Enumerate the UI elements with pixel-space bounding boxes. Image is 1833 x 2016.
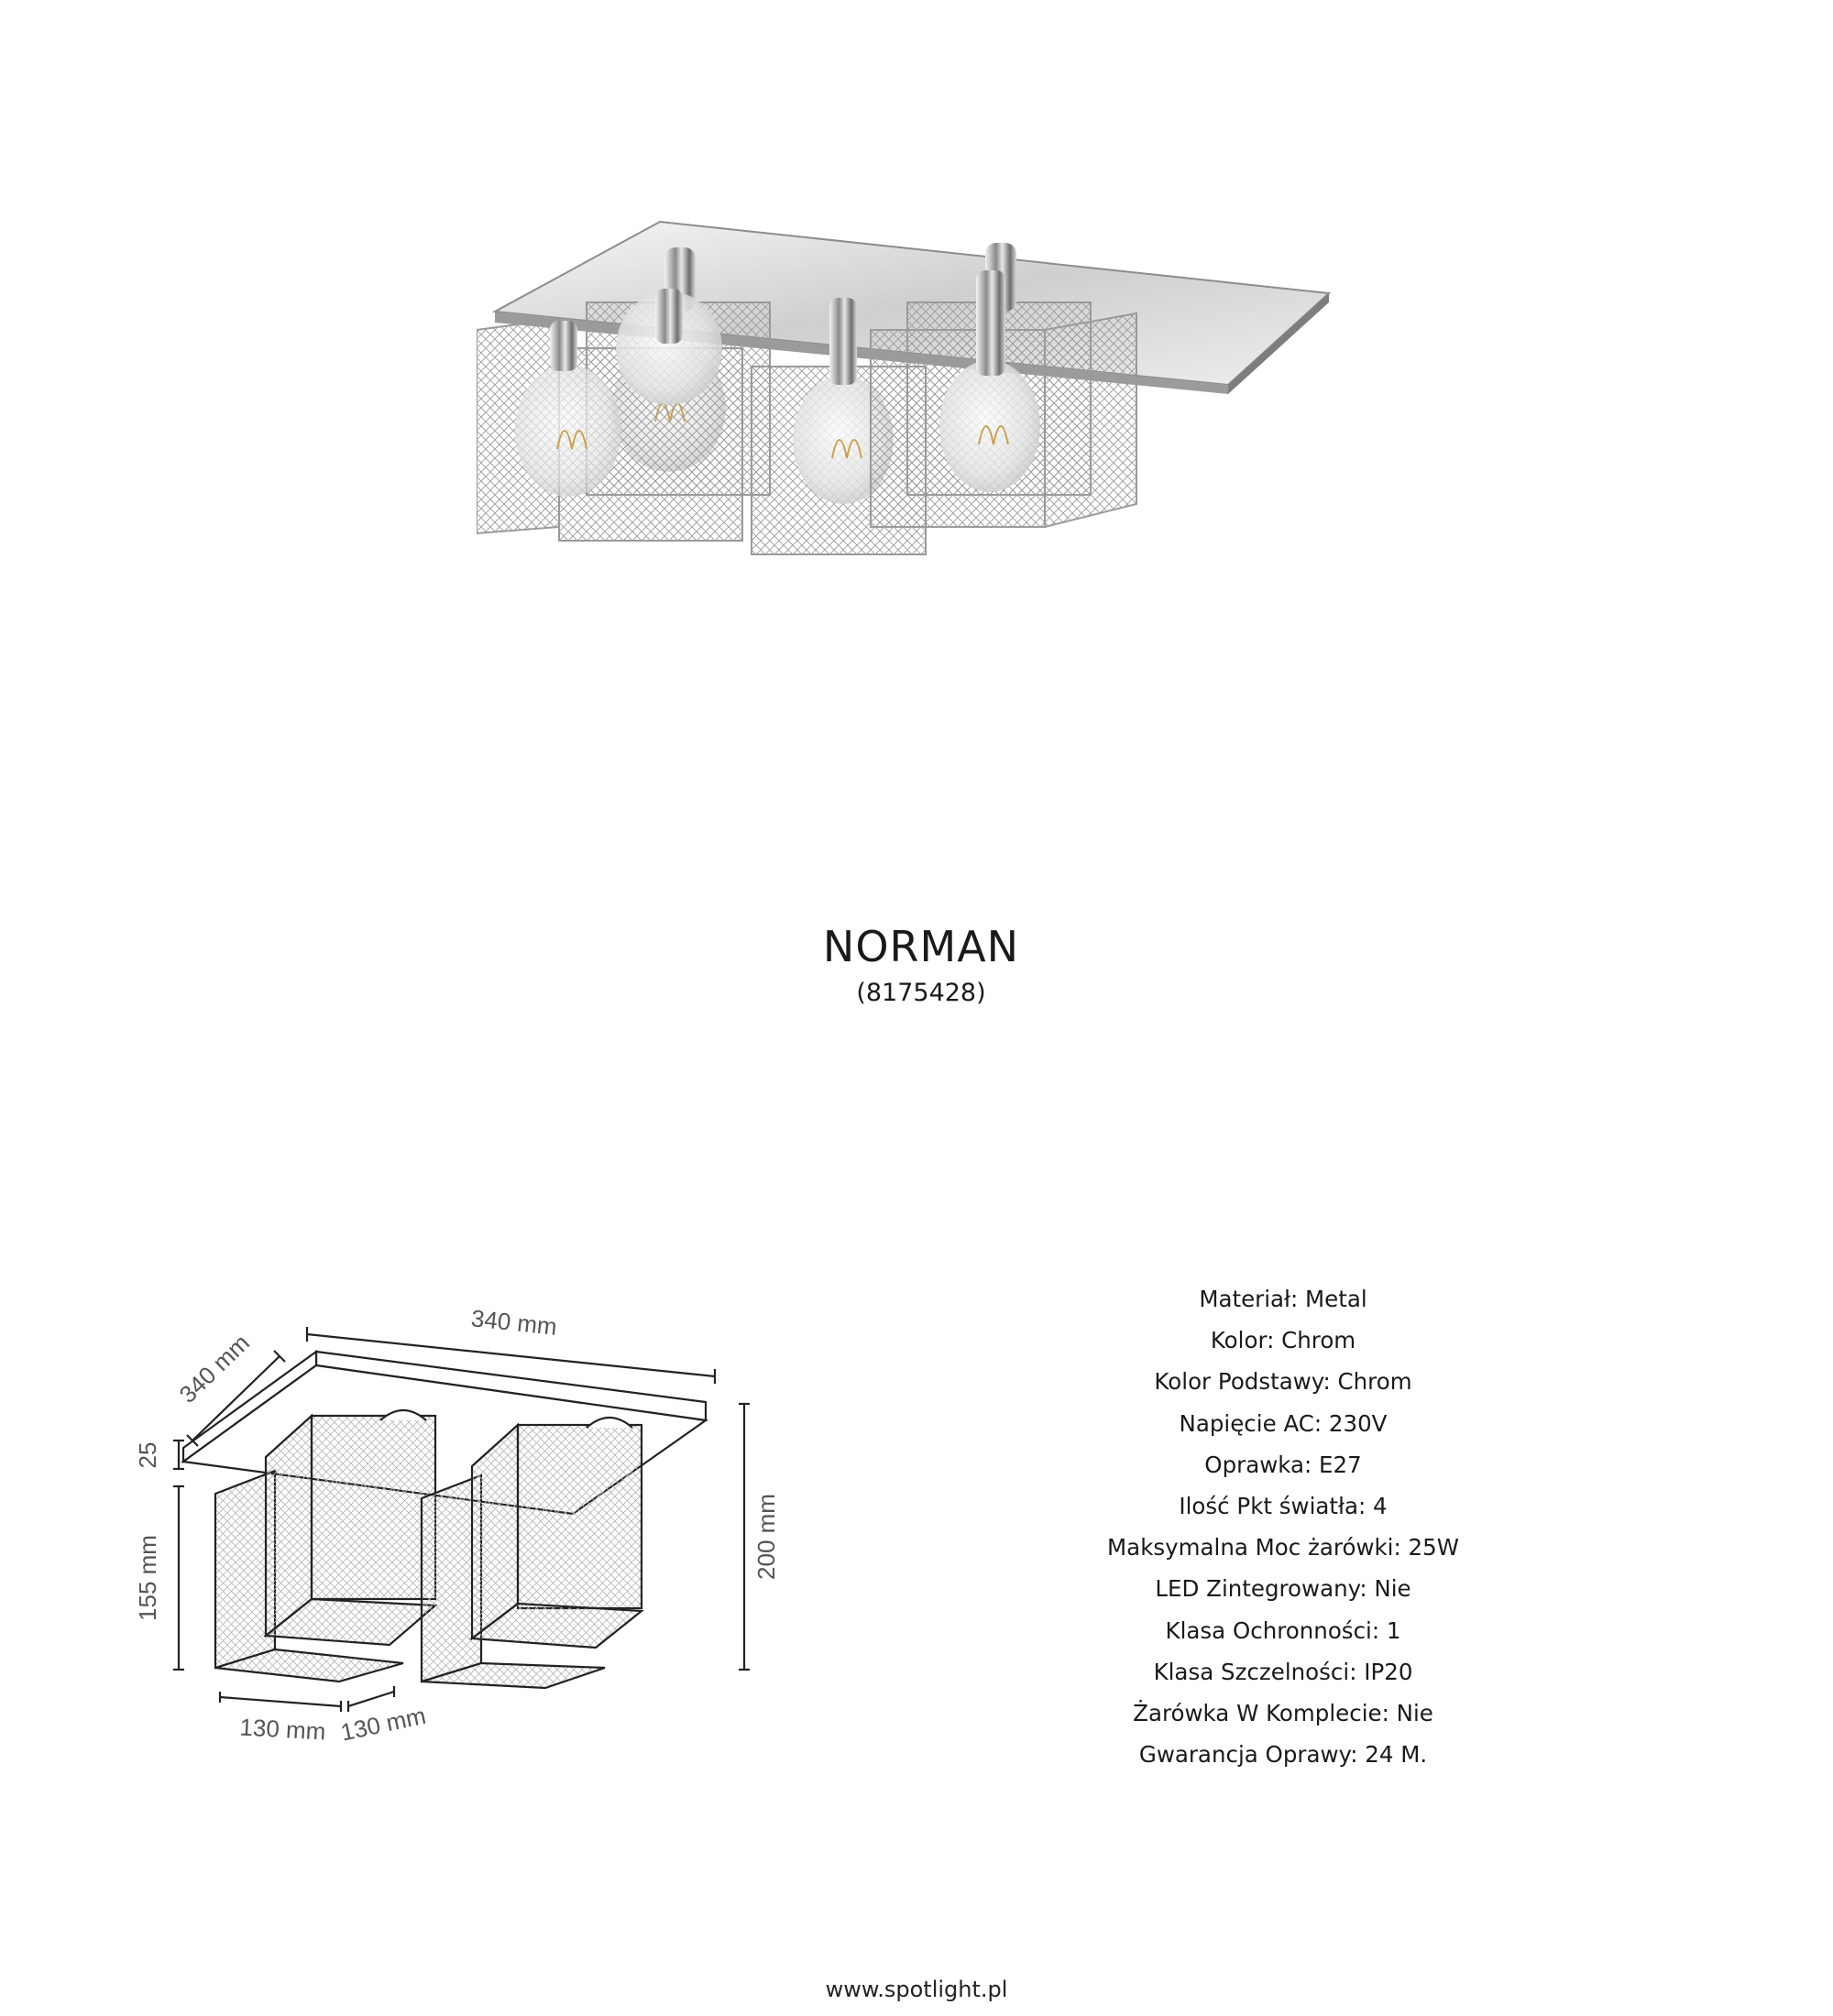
product-header <box>0 922 1833 1007</box>
spec-voltage: Napięcie AC: 230V <box>1179 1409 1388 1437</box>
spec-warranty: Gwarancja Oprawy: 24 M. <box>1138 1741 1428 1769</box>
product-photo <box>477 211 1356 724</box>
spec-color: Kolor: Chrom <box>1210 1327 1356 1354</box>
spec-list <box>1008 1278 1558 1775</box>
spec-base-color: Kolor Podstawy: Chrom <box>1154 1368 1412 1396</box>
spec-led-integrated: LED Zintegrowany: Nie <box>1155 1575 1411 1603</box>
spec-max-power: Maksymalna Moc żarówki: 25W <box>1107 1534 1459 1561</box>
dim-shade-width-label-1: 130 mm <box>238 1713 327 1746</box>
spec-bulb-included: Żarówka W Komplecie: Nie <box>1133 1699 1433 1726</box>
spec-light-points: Ilość Pkt światła: 4 <box>1179 1492 1388 1519</box>
dim-base-height-label: 25 <box>134 1441 161 1469</box>
dimension-diagram <box>128 1274 807 1750</box>
dim-depth-label: 340 mm <box>173 1329 255 1408</box>
spec-protection-class: Klasa Ochronności: 1 <box>1165 1616 1401 1644</box>
dim-shade-height-label: 155 mm <box>134 1535 161 1621</box>
dim-width-label: 340 mm <box>469 1304 559 1341</box>
spec-socket: Oprawka: E27 <box>1204 1451 1362 1478</box>
dim-shade-width-label-2: 130 mm <box>338 1701 429 1747</box>
footer-website[interactable]: www.spotlight.pl <box>825 1977 1008 2002</box>
product-code: (8175428) <box>856 979 986 1007</box>
spec-material: Materiał: Metal <box>1199 1286 1367 1312</box>
spec-ip-rating: Klasa Szczelności: IP20 <box>1153 1658 1413 1685</box>
product-name: NORMAN <box>822 922 1020 971</box>
dim-total-height-label: 200 mm <box>752 1494 780 1580</box>
